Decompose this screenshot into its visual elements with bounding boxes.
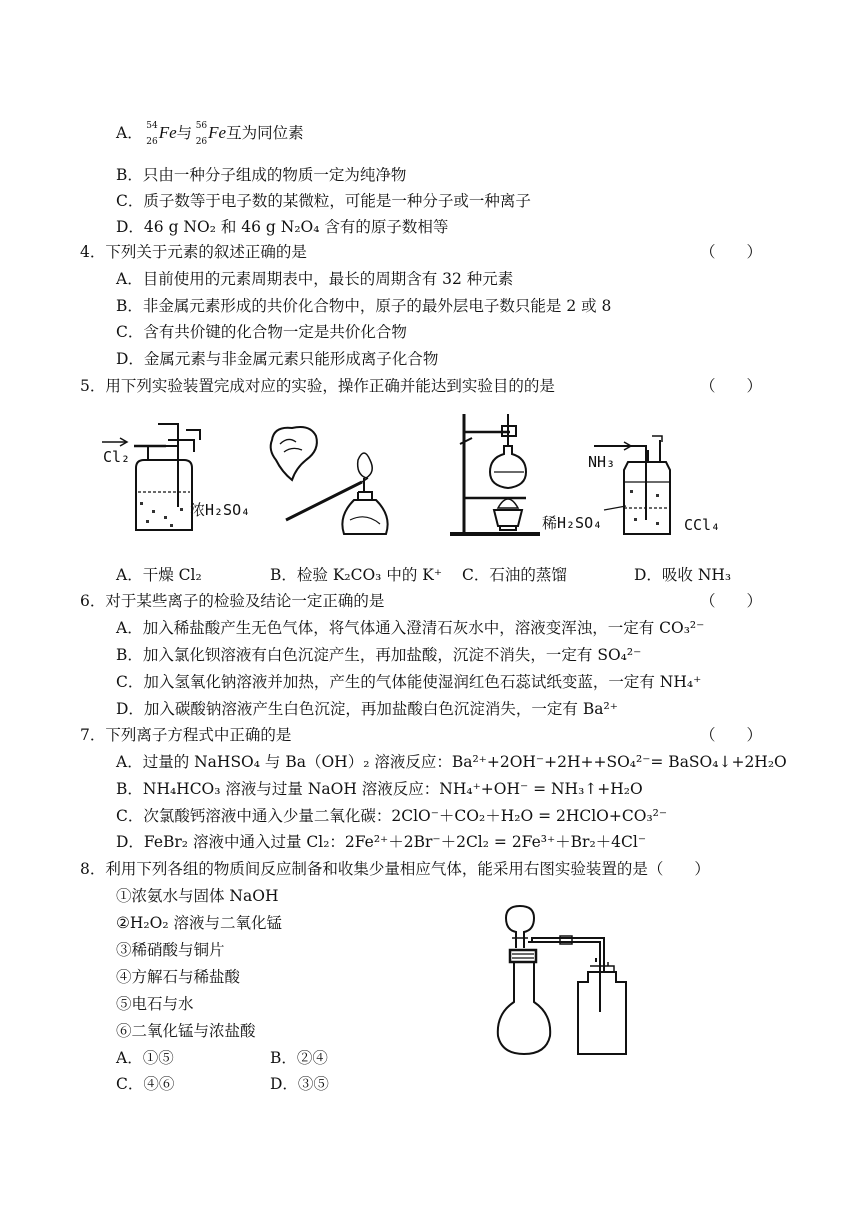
- q8-item-3: ③稀硝酸与铜片: [116, 941, 225, 959]
- q8-item-6: ⑥二氧化锰与浓盐酸: [116, 1022, 256, 1040]
- q8-item-2: ②H₂O₂ 溶液与二氧化锰: [116, 914, 282, 932]
- q6-option-d[interactable]: D．加入碳酸钠溶液产生白色沉淀，再加盐酸白色沉淀消失，一定有 Ba²⁺: [116, 700, 618, 718]
- isotope-fe54-symbol: Fe: [158, 123, 177, 142]
- q4-option-c[interactable]: C．含有共价键的化合物一定是共价化合物: [116, 323, 407, 341]
- q3-option-a-mid: 与: [176, 124, 193, 142]
- apparatus-distillation: [446, 410, 546, 542]
- q8-option-d[interactable]: D．③⑤: [270, 1075, 329, 1093]
- q7-option-b[interactable]: B．NH₄HCO₃ 溶液与过量 NaOH 溶液反应：NH₄⁺+OH⁻ = NH₃↑+H₂O: [116, 780, 643, 798]
- q8-option-b[interactable]: B．②④: [270, 1049, 328, 1067]
- apparatus-flame-test: [262, 420, 412, 550]
- q5-answer-bracket[interactable]: （ ）: [700, 377, 763, 395]
- q7-option-a[interactable]: A．过量的 NaHSO₄ 与 Ba（OH）₂ 溶液反应：Ba²⁺+2OH⁻+2H++SO₄²⁻= BaSO₄↓+2H₂O: [116, 753, 787, 771]
- apparatus-drying-bottle: [96, 412, 268, 542]
- q5-option-d[interactable]: D．吸收 NH₃: [634, 566, 732, 584]
- q4-answer-bracket[interactable]: （ ）: [700, 243, 763, 261]
- q8-item-4: ④方解石与稀盐酸: [116, 968, 241, 986]
- label-ccl4: CCl₄: [684, 516, 721, 534]
- q4-option-b[interactable]: B．非金属元素形成的共价化合物中，原子的最外层电子数只能是 2 或 8: [116, 297, 612, 315]
- q5-stem: 5．用下列实验装置完成对应的实验，操作正确并能达到实验目的的是: [80, 377, 555, 395]
- label-cl2: Cl₂: [103, 448, 131, 466]
- apparatus-gas-generation-collection: [492, 902, 642, 1062]
- isotope-fe56-notation: 56 26: [195, 121, 208, 147]
- q8-stem: 8．利用下列各组的物质间反应制备和收集少量相应气体，能采用右图实验装置的是（ ）: [80, 860, 710, 878]
- q3-option-a[interactable]: [116, 121, 304, 147]
- label-dilute-h2so4: 稀H₂SO₄: [542, 514, 603, 532]
- apparatus-absorb-ammonia: [586, 430, 696, 542]
- q8-option-a[interactable]: A．①⑤: [116, 1049, 174, 1067]
- label-nh3: NH₃: [588, 453, 616, 471]
- q6-answer-bracket[interactable]: （ ）: [700, 592, 763, 610]
- q5-option-b[interactable]: B．检验 K₂CO₃ 中的 K⁺: [270, 566, 443, 584]
- q7-stem: 7．下列离子方程式中正确的是: [80, 726, 292, 744]
- q3-option-b[interactable]: B．只由一种分子组成的物质一定为纯净物: [116, 166, 407, 184]
- q3-option-a-suffix: 互为同位素: [226, 124, 304, 142]
- q4-option-d[interactable]: D．金属元素与非金属元素只能形成离子化合物: [116, 350, 439, 368]
- q6-option-c[interactable]: C．加入氢氧化钠溶液并加热，产生的气体能使湿润红色石蕊试纸变蓝，一定有 NH₄⁺: [116, 673, 702, 691]
- q3-option-a-prefix: A．: [116, 124, 143, 142]
- q3-option-c[interactable]: C．质子数等于电子数的某微粒，可能是一种分子或一种离子: [116, 192, 531, 210]
- q6-stem: 6．对于某些离子的检验及结论一定正确的是: [80, 592, 385, 610]
- q8-item-5: ⑤电石与水: [116, 995, 194, 1013]
- q3-option-d[interactable]: D．46 g NO₂ 和 46 g N₂O₄ 含有的原子数相等: [116, 218, 449, 236]
- q5-option-c[interactable]: C．石油的蒸馏: [462, 566, 567, 584]
- q7-option-c[interactable]: C．次氯酸钙溶液中通入少量二氧化碳：2ClO⁻＋CO₂＋H₂O = 2HClO+CO₃²⁻: [116, 807, 668, 825]
- q4-option-a[interactable]: A．目前使用的元素周期表中，最长的周期含有 32 种元素: [116, 270, 514, 288]
- label-conc-h2so4: 浓H₂SO₄: [190, 501, 251, 519]
- q4-stem: 4．下列关于元素的叙述正确的是: [80, 243, 307, 261]
- q8-option-c[interactable]: C．④⑥: [116, 1075, 175, 1093]
- q6-option-a[interactable]: A．加入稀盐酸产生无色气体，将气体通入澄清石灰水中，溶液变浑浊，一定有 CO₃²⁻: [116, 619, 705, 637]
- q8-item-1: ①浓氨水与固体 NaOH: [116, 887, 279, 905]
- isotope-fe56-symbol: Fe: [208, 123, 227, 142]
- isotope-fe54-notation: 54 26: [146, 121, 158, 147]
- q7-option-d[interactable]: D．FeBr₂ 溶液中通入过量 Cl₂：2Fe²⁺＋2Br⁻＋2Cl₂ = 2Fe³⁺＋Br₂＋4Cl⁻: [116, 833, 647, 851]
- q6-option-b[interactable]: B．加入氯化钡溶液有白色沉淀产生，再加盐酸，沉淀不消失，一定有 SO₄²⁻: [116, 646, 642, 664]
- q7-answer-bracket[interactable]: （ ）: [700, 726, 763, 744]
- q5-option-a[interactable]: A．干燥 Cl₂: [116, 566, 202, 584]
